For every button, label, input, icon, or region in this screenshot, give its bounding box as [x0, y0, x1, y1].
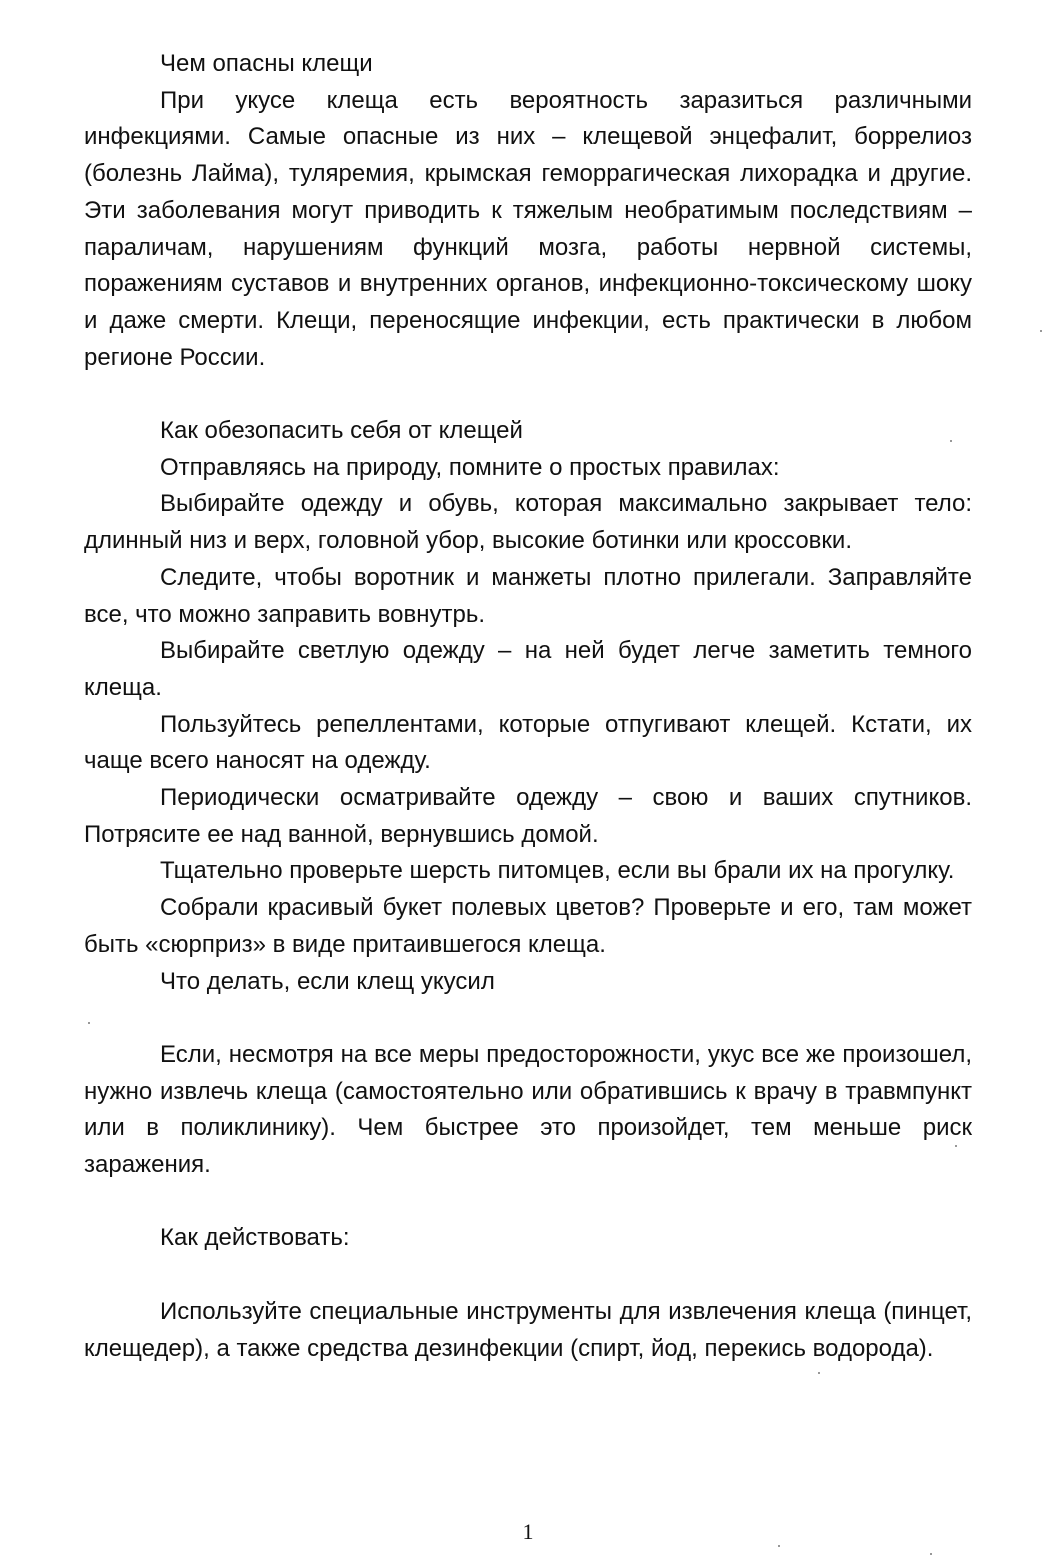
paragraph-rule-clothing: Выбирайте одежду и обувь, которая максимально закрывает тело: длинный низ и верх, головной убор, высокие ботинки или кроссовки.: [84, 490, 972, 555]
page-number: 1: [522, 1519, 534, 1544]
paragraph-protection-intro: Отправляясь на природу, помните о простых правилах:: [160, 453, 780, 481]
section-title-bite: Что делать, если клещ укусил: [160, 967, 495, 995]
scan-speck: [88, 1022, 90, 1024]
paragraph-rule-collar: Следите, чтобы воротник и манжеты плотно прилегали. Заправляйте все, что можно заправить вовнутрь.: [84, 563, 972, 628]
scan-speck: [1040, 330, 1042, 332]
paragraph-dangers: При укусе клеща есть вероятность заразиться различными инфекциями. Самые опасные из них – клещевой энцефалит, боррелиоз (болезнь Лайма), туляремия, крымская геморрагическая лихорадка и другие. Эти заболевания могут приводить к тяжелым необратимым последствиям – параличам, нарушениям функций мозга, работы нервной системы, поражениям суставов и внутренних органов, инфекционно-токсическому шоку и даже смерти. Клещи, переносящие инфекции, есть практически в любом регионе России.: [84, 86, 972, 371]
scan-speck: [950, 440, 952, 442]
document-body: [84, 46, 972, 1367]
paragraph-rule-flowers: Собрали красивый букет полевых цветов? Проверьте и его, там может быть «сюрприз» в виде притаившегося клеща.: [84, 894, 972, 958]
section-title-actions: Как действовать:: [160, 1224, 350, 1252]
paragraph-bite: Если, несмотря на все меры предосторожности, укус все же произошел, нужно извлечь клеща (самостоятельно или обратившись к врачу в травмпункт или в поликлинику). Чем быстрее это произойдет, тем меньше риск заражения.: [84, 1040, 972, 1179]
scan-speck: [778, 1545, 780, 1547]
scan-speck: [930, 1553, 932, 1555]
section-title-protection: Как обезопасить себя от клещей: [160, 417, 523, 445]
blank-line: [84, 376, 972, 413]
blank-line: [84, 1184, 972, 1221]
scan-speck: [818, 1372, 820, 1374]
blank-line: [84, 1257, 972, 1294]
paragraph-rule-inspect: Периодически осматривайте одежду – свою и ваших спутников. Потрясите ее над ванной, вернувшись домой.: [84, 784, 972, 848]
paragraph-rule-pets: Тщательно проверьте шерсть питомцев, если вы брали их на прогулку.: [160, 857, 955, 885]
paragraph-rule-repellents: Пользуйтесь репеллентами, которые отпугивают клещей. Кстати, их чаще всего наносят на одежду.: [84, 710, 972, 775]
section-title-dangers: Чем опасны клещи: [160, 50, 373, 77]
paragraph-rule-light-clothes: Выбирайте светлую одежду – на ней будет легче заметить темного клеща.: [84, 637, 972, 701]
scan-speck: [955, 1145, 957, 1147]
paragraph-tools: Используйте специальные инструменты для извлечения клеща (пинцет, клещедер), а также средства дезинфекции (спирт, йод, перекись водорода).: [84, 1297, 972, 1362]
blank-line: [84, 1000, 972, 1037]
